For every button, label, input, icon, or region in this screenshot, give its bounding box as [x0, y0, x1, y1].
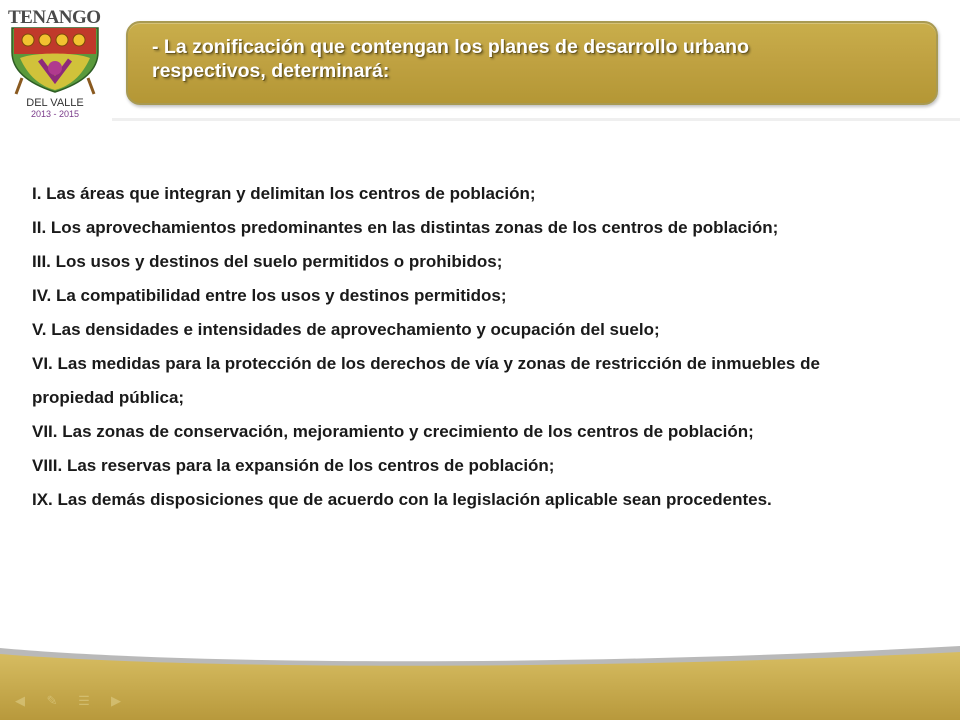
header-divider — [112, 118, 960, 121]
list-item: VII. Las zonas de conservación, mejoramiento y crecimiento de los centros de población; — [32, 422, 754, 441]
list-item: propiedad pública; — [32, 388, 185, 407]
slide-menu-icon[interactable]: ☰ — [78, 693, 90, 708]
logo-subtitle: DEL VALLE — [26, 97, 84, 109]
logo-years: 2013 - 2015 — [30, 109, 80, 119]
logo-name: TENANGO — [8, 7, 101, 28]
list-item: VI. Las medidas para la protección de los derechos de vía y zonas de restricción de inmuebles de — [32, 354, 820, 373]
list-item: VIII. Las reservas para la expansión de los centros de población; — [32, 456, 555, 475]
footer-wave — [0, 640, 960, 720]
zoning-list — [32, 177, 932, 517]
municipal-logo — [0, 0, 112, 120]
arrow-left-icon[interactable]: ◀ — [15, 693, 25, 708]
list-item: III. Los usos y destinos del suelo permitidos o prohibidos; — [32, 252, 503, 271]
list-item: IX. Las demás disposiciones que de acuerdo con la legislación aplicable sean procedentes. — [32, 490, 772, 509]
banner-title: - La zonificación que contengan los planes de desarrollo urbano respectivos, determinará: — [152, 36, 750, 82]
list-item: IV. La compatibilidad entre los usos y destinos permitidos; — [32, 286, 507, 305]
pen-icon[interactable]: ✎ — [46, 693, 58, 708]
list-item: II. Los aprovechamientos predominantes en las distintas zonas de los centros de población; — [32, 218, 779, 237]
list-item: I. Las áreas que integran y delimitan los centros de población; — [32, 184, 536, 203]
list-item: V. Las densidades e intensidades de aprovechamiento y ocupación del suelo; — [32, 320, 660, 339]
title-banner — [126, 21, 938, 105]
slideshow-nav — [10, 694, 126, 708]
arrow-right-icon[interactable]: ▶ — [111, 693, 121, 708]
